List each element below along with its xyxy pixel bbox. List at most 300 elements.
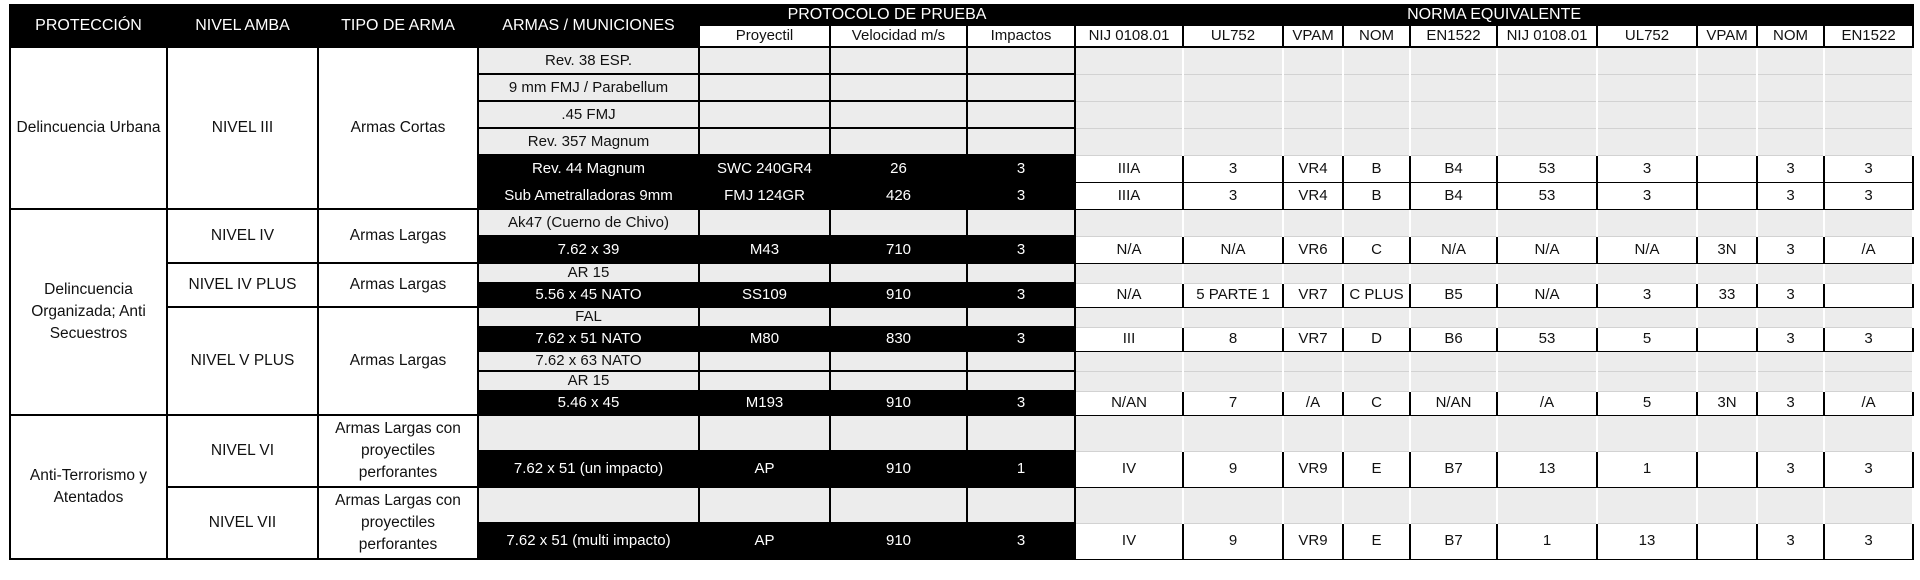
ballistic-protection-table [9,4,1914,560]
velocity-cell [830,307,967,327]
standard-cell [1075,101,1183,128]
header-std2-ul752: UL752 [1597,25,1697,47]
standard-cell: 5 PARTE 1 [1183,283,1283,307]
velocity-cell [830,101,967,128]
standard-cell: 13 [1497,451,1597,487]
impacts-cell [967,74,1075,101]
standard-cell: IV [1075,523,1183,559]
standard-cell [1343,415,1410,451]
group-cell: Delincuencia Organizada; Anti Secuestros [10,209,167,415]
table-row [10,307,1913,327]
standard-cell [1597,209,1697,236]
velocity-cell: 910 [830,391,967,415]
standard-cell: 7 [1183,391,1283,415]
standard-cell [1283,263,1343,283]
impacts-cell: 3 [967,182,1075,209]
header-std1-nom: NOM [1343,25,1410,47]
standard-cell [1824,74,1913,101]
standard-cell [1824,263,1913,283]
weapon-cell: AR 15 [478,371,699,391]
impacts-cell [967,128,1075,155]
type-cell: Armas Largas [318,263,478,307]
level-cell: NIVEL V PLUS [167,307,318,415]
impacts-cell [967,47,1075,74]
standard-cell: N/AN [1410,391,1497,415]
standard-cell [1183,307,1283,327]
weapon-cell: 7.62 x 63 NATO [478,351,699,371]
weapon-cell: FAL [478,307,699,327]
standard-cell [1343,307,1410,327]
weapon-cell: Rev. 357 Magnum [478,128,699,155]
weapon-cell: Ak47 (Cuerno de Chivo) [478,209,699,236]
standard-cell [1410,263,1497,283]
standard-cell [1824,351,1913,371]
standard-cell: 3 [1757,155,1824,182]
standard-cell [1697,371,1757,391]
standard-cell [1497,128,1597,155]
standard-cell [1183,263,1283,283]
velocity-cell [830,74,967,101]
standard-cell: 3 [1757,391,1824,415]
impacts-cell: 3 [967,523,1075,559]
standard-cell: 3 [1597,182,1697,209]
group-cell: Anti-Terrorismo y Atentados [10,415,167,559]
standard-cell: C PLUS [1343,283,1410,307]
velocity-cell [830,351,967,371]
projectile-cell: AP [699,523,830,559]
standard-cell: 3 [1597,155,1697,182]
standard-cell [1183,74,1283,101]
table-row [10,47,1913,74]
standard-cell: B5 [1410,283,1497,307]
standard-cell: B [1343,155,1410,182]
standard-cell: /A [1824,236,1913,263]
standard-cell [1757,209,1824,236]
standard-cell [1283,209,1343,236]
standard-cell [1824,101,1913,128]
standard-cell [1697,415,1757,451]
standard-cell: 9 [1183,523,1283,559]
projectile-cell: M193 [699,391,830,415]
projectile-cell [699,47,830,74]
standard-cell: 53 [1497,155,1597,182]
standard-cell: N/A [1075,283,1183,307]
standard-cell [1183,47,1283,74]
table-row [10,415,1913,451]
projectile-cell [699,209,830,236]
standard-cell [1075,371,1183,391]
velocity-cell: 910 [830,451,967,487]
header-armas-municiones: ARMAS / MUNICIONES [478,5,699,47]
standard-cell: N/A [1410,236,1497,263]
header-std2-vpam: VPAM [1697,25,1757,47]
table-body [10,47,1913,559]
standard-cell [1757,74,1824,101]
standard-cell [1697,128,1757,155]
impacts-cell: 3 [967,236,1075,263]
standard-cell [1597,307,1697,327]
standard-cell [1410,415,1497,451]
impacts-cell [967,209,1075,236]
standard-cell [1597,371,1697,391]
projectile-cell [699,263,830,283]
standard-cell: VR7 [1283,327,1343,351]
velocity-cell [830,487,967,523]
projectile-cell: SWC 240GR4 [699,155,830,182]
standard-cell [1757,128,1824,155]
weapon-cell: 5.46 x 45 [478,391,699,415]
weapon-cell: 9 mm FMJ / Parabellum [478,74,699,101]
table-row [10,487,1913,523]
impacts-cell: 1 [967,451,1075,487]
standard-cell [1410,47,1497,74]
standard-cell [1697,209,1757,236]
standard-cell: III [1075,327,1183,351]
standard-cell [1410,128,1497,155]
standard-cell [1497,101,1597,128]
projectile-cell [699,487,830,523]
standard-cell: B [1343,182,1410,209]
standard-cell [1697,451,1757,487]
standard-cell: C [1343,391,1410,415]
standard-cell: 53 [1497,327,1597,351]
impacts-cell [967,487,1075,523]
level-cell: NIVEL VII [167,487,318,559]
standard-cell: 1 [1497,523,1597,559]
standard-cell: 3 [1757,523,1824,559]
header-tipo-arma: TIPO DE ARMA [318,5,478,47]
impacts-cell [967,351,1075,371]
standard-cell [1183,209,1283,236]
standard-cell: 3 [1183,155,1283,182]
weapon-cell [478,415,699,451]
standard-cell [1697,487,1757,523]
standard-cell [1824,283,1913,307]
standard-cell [1075,47,1183,74]
impacts-cell [967,101,1075,128]
standard-cell [1410,74,1497,101]
level-cell: NIVEL IV [167,209,318,263]
standard-cell [1757,307,1824,327]
standard-cell: 1 [1597,451,1697,487]
standard-cell: N/A [1497,236,1597,263]
weapon-cell: 7.62 x 51 NATO [478,327,699,351]
standard-cell [1283,47,1343,74]
standard-cell [1343,263,1410,283]
standard-cell [1075,415,1183,451]
weapon-cell: Sub Ametralladoras 9mm [478,182,699,209]
standard-cell: VR4 [1283,155,1343,182]
impacts-cell [967,415,1075,451]
standard-cell: 3 [1597,283,1697,307]
standard-cell [1597,263,1697,283]
standard-cell [1497,47,1597,74]
header-std2-nij: NIJ 0108.01 [1497,25,1597,47]
standard-cell: 9 [1183,451,1283,487]
weapon-cell: 5.56 x 45 NATO [478,283,699,307]
velocity-cell [830,209,967,236]
standard-cell [1075,307,1183,327]
standard-cell [1343,209,1410,236]
type-cell: Armas Largas [318,307,478,415]
standard-cell: 8 [1183,327,1283,351]
standard-cell [1343,47,1410,74]
standard-cell [1343,351,1410,371]
standard-cell [1283,101,1343,128]
weapon-cell: Rev. 38 ESP. [478,47,699,74]
table-row [10,263,1913,283]
standard-cell [1757,351,1824,371]
standard-cell [1824,209,1913,236]
standard-cell [1697,155,1757,182]
standard-cell [1343,487,1410,523]
standard-cell: 3 [1824,155,1913,182]
header-std1-nij: NIJ 0108.01 [1075,25,1183,47]
standard-cell [1343,371,1410,391]
standard-cell: N/A [1183,236,1283,263]
projectile-cell [699,351,830,371]
standard-cell [1343,128,1410,155]
standard-cell: 3 [1757,182,1824,209]
header-std1-en1522: EN1522 [1410,25,1497,47]
standard-cell [1497,263,1597,283]
standard-cell: B4 [1410,182,1497,209]
header-norma: NORMA EQUIVALENTE [1075,5,1913,25]
standard-cell [1597,415,1697,451]
standard-cell [1183,128,1283,155]
standard-cell [1410,351,1497,371]
projectile-cell [699,101,830,128]
standard-cell: VR9 [1283,451,1343,487]
standard-cell: IIIA [1075,155,1183,182]
standard-cell: B4 [1410,155,1497,182]
impacts-cell [967,307,1075,327]
standard-cell [1697,47,1757,74]
impacts-cell: 3 [967,155,1075,182]
standard-cell [1757,263,1824,283]
standard-cell: 5 [1597,327,1697,351]
type-cell: Armas Largas con proyectiles perforantes [318,487,478,559]
level-cell: NIVEL IV PLUS [167,263,318,307]
standard-cell [1075,74,1183,101]
projectile-cell: AP [699,451,830,487]
standard-cell [1410,487,1497,523]
projectile-cell [699,371,830,391]
standard-cell [1343,74,1410,101]
impacts-cell: 3 [967,327,1075,351]
standard-cell [1283,351,1343,371]
standard-cell: 3 [1824,523,1913,559]
header-std2-nom: NOM [1757,25,1824,47]
velocity-cell [830,128,967,155]
standard-cell [1497,74,1597,101]
standard-cell: N/A [1075,236,1183,263]
standard-cell: 3 [1824,182,1913,209]
standard-cell [1697,307,1757,327]
standard-cell [1824,371,1913,391]
velocity-cell: 910 [830,523,967,559]
standard-cell: N/A [1597,236,1697,263]
standard-cell [1497,371,1597,391]
standard-cell [1697,327,1757,351]
projectile-cell: M80 [699,327,830,351]
weapon-cell: 7.62 x 39 [478,236,699,263]
standard-cell [1410,101,1497,128]
group-cell: Delincuencia Urbana [10,47,167,209]
standard-cell [1824,415,1913,451]
standard-cell: E [1343,523,1410,559]
header-protocolo: PROTOCOLO DE PRUEBA [699,5,1075,25]
standard-cell [1824,128,1913,155]
standard-cell [1497,209,1597,236]
standard-cell: 33 [1697,283,1757,307]
standard-cell: 3 [1757,327,1824,351]
standard-cell: 5 [1597,391,1697,415]
standard-cell [1757,101,1824,128]
velocity-cell [830,415,967,451]
standard-cell [1824,307,1913,327]
standard-cell: 3 [1824,451,1913,487]
projectile-cell: M43 [699,236,830,263]
standard-cell: VR6 [1283,236,1343,263]
standard-cell: 3 [1824,327,1913,351]
weapon-cell: Rev. 44 Magnum [478,155,699,182]
velocity-cell: 830 [830,327,967,351]
header-std1-ul752: UL752 [1183,25,1283,47]
standard-cell [1597,128,1697,155]
header-nivel-amba: NIVEL AMBA [167,5,318,47]
standard-cell [1597,74,1697,101]
standard-cell: /A [1497,391,1597,415]
standard-cell [1757,415,1824,451]
standard-cell [1697,523,1757,559]
standard-cell: VR9 [1283,523,1343,559]
impacts-cell: 3 [967,391,1075,415]
impacts-cell: 3 [967,283,1075,307]
table-row [10,209,1913,236]
standard-cell: 13 [1597,523,1697,559]
standard-cell: IIIA [1075,182,1183,209]
velocity-cell: 426 [830,182,967,209]
header-velocidad: Velocidad m/s [830,25,967,47]
header-impactos: Impactos [967,25,1075,47]
standard-cell [1410,371,1497,391]
standard-cell [1497,487,1597,523]
standard-cell [1183,351,1283,371]
level-cell: NIVEL III [167,47,318,209]
projectile-cell [699,74,830,101]
standard-cell: 3N [1697,391,1757,415]
velocity-cell: 910 [830,283,967,307]
standard-cell [1757,371,1824,391]
standard-cell: VR7 [1283,283,1343,307]
type-cell: Armas Largas con proyectiles perforantes [318,415,478,487]
velocity-cell: 710 [830,236,967,263]
standard-cell [1283,487,1343,523]
velocity-cell [830,371,967,391]
standard-cell [1697,263,1757,283]
standard-cell [1183,101,1283,128]
standard-cell: IV [1075,451,1183,487]
standard-cell: B7 [1410,523,1497,559]
projectile-cell [699,307,830,327]
standard-cell [1597,47,1697,74]
standard-cell [1075,351,1183,371]
standard-cell [1497,351,1597,371]
standard-cell: 3 [1757,451,1824,487]
projectile-cell: FMJ 124GR [699,182,830,209]
header-proyectil: Proyectil [699,25,830,47]
standard-cell [1283,371,1343,391]
standard-cell [1183,415,1283,451]
standard-cell [1597,351,1697,371]
weapon-cell: 7.62 x 51 (multi impacto) [478,523,699,559]
velocity-cell: 26 [830,155,967,182]
standard-cell: /A [1283,391,1343,415]
velocity-cell [830,263,967,283]
standard-cell: B7 [1410,451,1497,487]
standard-cell: VR4 [1283,182,1343,209]
standard-cell [1283,307,1343,327]
standard-cell [1410,209,1497,236]
standard-cell: 3 [1757,283,1824,307]
projectile-cell: SS109 [699,283,830,307]
standard-cell: 3N [1697,236,1757,263]
standard-cell: C [1343,236,1410,263]
standard-cell [1183,487,1283,523]
projectile-cell [699,128,830,155]
standard-cell [1597,101,1697,128]
weapon-cell: 7.62 x 51 (un impacto) [478,451,699,487]
weapon-cell: AR 15 [478,263,699,283]
standard-cell [1497,415,1597,451]
type-cell: Armas Cortas [318,47,478,209]
standard-cell [1697,101,1757,128]
standard-cell [1697,182,1757,209]
standard-cell [1824,487,1913,523]
header-std1-vpam: VPAM [1283,25,1343,47]
standard-cell: /A [1824,391,1913,415]
standard-cell [1283,128,1343,155]
standard-cell [1283,415,1343,451]
header-proteccion: PROTECCIÓN [10,5,167,47]
standard-cell [1697,74,1757,101]
standard-cell: 3 [1757,236,1824,263]
standard-cell [1824,47,1913,74]
impacts-cell [967,371,1075,391]
standard-cell [1410,307,1497,327]
velocity-cell [830,47,967,74]
standard-cell: 3 [1183,182,1283,209]
standard-cell [1343,101,1410,128]
type-cell: Armas Largas [318,209,478,263]
impacts-cell [967,263,1075,283]
standard-cell: B6 [1410,327,1497,351]
standard-cell [1183,371,1283,391]
weapon-cell [478,487,699,523]
standard-cell [1075,487,1183,523]
standard-cell [1597,487,1697,523]
standard-cell: E [1343,451,1410,487]
standard-cell [1075,128,1183,155]
standard-cell [1283,74,1343,101]
standard-cell [1697,351,1757,371]
standard-cell: N/A [1497,283,1597,307]
standard-cell: 53 [1497,182,1597,209]
weapon-cell: .45 FMJ [478,101,699,128]
standard-cell [1757,487,1824,523]
projectile-cell [699,415,830,451]
